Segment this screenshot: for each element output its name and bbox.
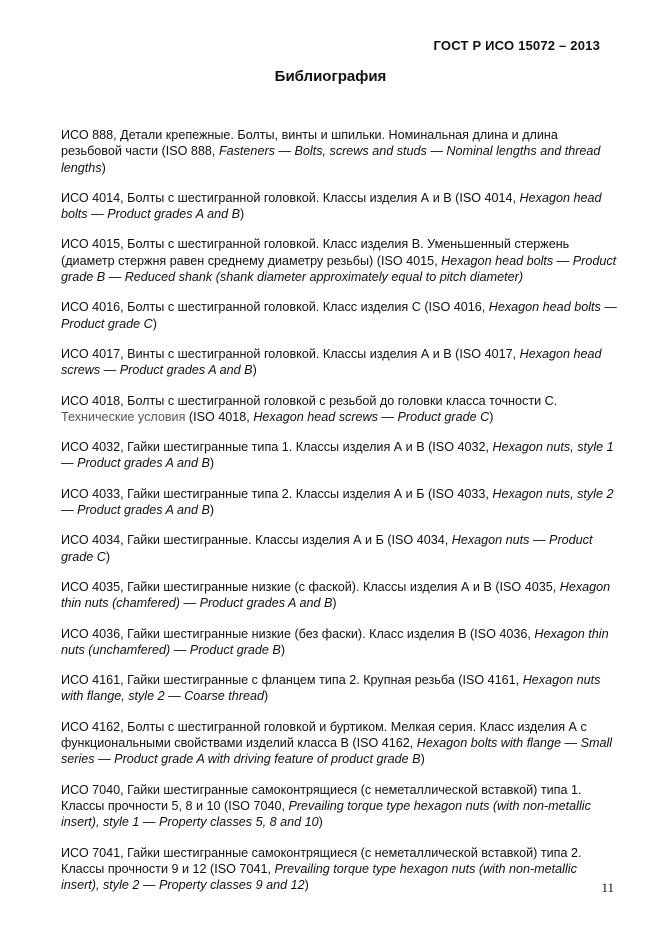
entry-ru-text: ИСО 4033, Гайки шестигранные типа 2. Классы изделия А и Б (ISO 4033,	[61, 486, 493, 501]
entry-en-text: Hexagon nuts with flange, style 2 — Coarse thread	[61, 673, 601, 704]
entry-en-text: Hexagon head screws — Product grades A and B	[61, 346, 602, 378]
bibliography-entry	[61, 845, 617, 894]
entry-ru-text: ИСО 7041, Гайки шестигранные самоконтрящиеся (с неметаллической вставкой) типа 2. Классы прочности 9 и 12 (ISO 7041,	[61, 845, 582, 876]
entry-en-text: Hexagon head bolts — Product grade C	[61, 300, 617, 331]
entry-ru-text: ИСО 4017, Винты с шестигранной головкой. Классы изделия А и В (ISO 4017,	[61, 346, 520, 361]
bibliography-entry	[61, 190, 617, 223]
bibliography-entry	[61, 719, 617, 768]
bibliography-entry	[61, 486, 617, 519]
entry-ru-text: (ISO 4018,	[185, 409, 254, 424]
entry-tail-text: )	[420, 752, 425, 767]
entry-ru-text: ИСО 4036, Гайки шестигранные низкие (без фаски). Класс изделия В (ISO 4036,	[61, 626, 535, 641]
entry-en-text: Hexagon head screws — Product grade C	[253, 409, 490, 424]
entry-ru-text: ИСО 4015, Болты с шестигранной головкой. Класс изделия В. Уменьшенный стержень (диаметр стержня равен среднему диаметру резьбы) (ISO 4015,	[61, 237, 570, 268]
entry-en-text: Hexagon nuts, style 2 — Product grades A and B	[61, 486, 614, 518]
entry-en-text: Hexagon thin nuts (unchamfered) — Product grade B	[61, 626, 609, 657]
bibliography-entry	[61, 672, 617, 705]
entry-ru-text: ИСО 4162, Болты с шестигранной головкой и буртиком. Мелкая серия. Класс изделия А с функциональными свойствами изделий класса В (ISO 4162,	[61, 719, 587, 751]
entry-en-text: Hexagon nuts, style 1 — Product grades A and B	[61, 440, 614, 471]
entry-ru-text: ИСО 4014, Болты с шестигранной головкой. Классы изделия А и В (ISO 4014,	[61, 190, 520, 205]
bibliography-entry	[61, 782, 617, 831]
entry-tail-text: )	[105, 549, 111, 564]
bibliography-list	[61, 127, 617, 893]
entry-ru-text: ИСО 888, Детали крепежные. Болты, винты и шпильки. Номинальная длина и длина резьбовой части (ISO 888,	[61, 128, 558, 159]
bibliography-entry	[61, 626, 617, 659]
bibliography-entry	[61, 299, 617, 332]
entry-tail-text: )	[489, 409, 494, 424]
entry-ru-text: ИСО 4032, Гайки шестигранные типа 1. Классы изделия А и В (ISO 4032,	[61, 440, 493, 455]
bibliography-entry	[61, 393, 617, 426]
entry-tail-text: )	[209, 503, 215, 518]
entry-tail-text: )	[101, 160, 106, 175]
entry-en-text: Hexagon bolts with flange — Small series — Product grade A with driving feature of product grade B	[61, 736, 613, 767]
entry-ru-text: ИСО 4016, Болты с шестигранной головкой. Класс изделия С (ISO 4016,	[61, 300, 489, 315]
entry-muted-text: Технические условия	[61, 409, 186, 424]
bibliography-entry	[61, 236, 617, 285]
entry-tail-text: )	[304, 878, 309, 893]
entry-tail-text: )	[252, 363, 257, 378]
entry-tail-text: )	[332, 596, 337, 611]
bibliography-entry	[61, 579, 617, 612]
entry-en-text: Fasteners — Bolts, screws and studs — Nominal lengths and thread lengths	[61, 144, 601, 175]
entry-tail-text: )	[280, 642, 286, 657]
entry-ru-text: ИСО 7040, Гайки шестигранные самоконтрящиеся (с неметаллической вставкой) типа 1. Классы прочности 5, 8 и 10 (ISO 7040,	[61, 782, 582, 813]
entry-ru-text: ИСО 4161, Гайки шестигранные с фланцем типа 2. Крупная резьба (ISO 4161,	[61, 673, 523, 688]
bibliography-entry	[61, 439, 617, 472]
entry-en-text: Prevailing torque type hexagon nuts (with non-metallic insert), style 1 — Property classes 5, 8 and 10	[61, 798, 591, 830]
entry-en-text: Hexagon head bolts — Product grades A and B	[61, 190, 602, 222]
standard-code-header: ГОСТ Р ИСО 15072 – 2013	[433, 38, 600, 53]
entry-ru-text: ИСО 4018, Болты с шестигранной головкой с резьбой до головки класса точности С.	[61, 393, 558, 408]
page-title: Библиография	[274, 68, 387, 85]
entry-en-text: Hexagon nuts — Product grade C	[61, 533, 593, 564]
bibliography-entry	[61, 127, 617, 176]
entry-ru-text: ИСО 4034, Гайки шестигранные. Классы изделия А и Б (ISO 4034,	[61, 533, 452, 548]
bibliography-entry	[61, 532, 617, 565]
entry-en-text: Prevailing torque type hexagon nuts (with non-metallic insert), style 2 — Property classes 9 and 12	[61, 861, 577, 893]
entry-tail-text: )	[318, 815, 323, 830]
entry-tail-text: )	[264, 689, 269, 704]
page-number: 11	[601, 880, 614, 895]
entry-en-text: Hexagon head bolts — Product grade B — Reduced shank (shank diameter approximately equal to pitch diameter)	[61, 253, 617, 285]
entry-tail-text: )	[209, 456, 215, 471]
entry-en-text: Hexagon thin nuts (chamfered) — Product grades A and B	[61, 579, 611, 611]
entry-tail-text: )	[239, 207, 245, 222]
entry-tail-text: )	[152, 316, 157, 331]
entry-ru-text: ИСО 4035, Гайки шестигранные низкие (с фаской). Классы изделия А и В (ISO 4035,	[61, 579, 560, 594]
bibliography-entry	[61, 346, 617, 379]
